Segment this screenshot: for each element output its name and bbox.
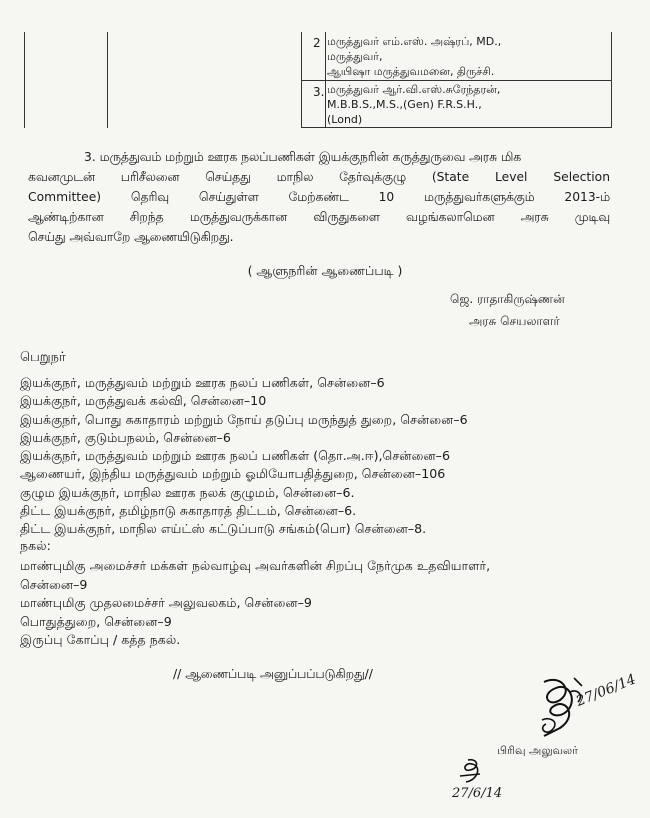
serial-number: 3. bbox=[313, 85, 325, 99]
table-border-left bbox=[24, 32, 25, 128]
awardee-line: (Lond) bbox=[327, 113, 363, 126]
list-item: திட்ட இயக்குநர், மாநில எய்ட்ஸ் கட்டுப்பாடு சங்கம்(பொ) சென்னை–8. bbox=[20, 521, 427, 537]
list-item: இருப்பு கோப்பு / கத்த நகல். bbox=[20, 632, 181, 647]
list-item: ஆணையர், இந்திய மருத்துவம் மற்றும் ஓமியோபதித்துறை, சென்னை–106 bbox=[20, 466, 446, 482]
list-item: இயக்குநர், குடும்பநலம், சென்னை–6 bbox=[20, 429, 231, 445]
list-item: இயக்குநர், பொது சுகாதாரம் மற்றும் நோய் தடுப்பு மருந்துத் துறை, சென்னை–6 bbox=[20, 411, 468, 427]
recipients-heading: பெறுநர் bbox=[20, 350, 66, 365]
paragraph-line: 3. மருத்துவம் மற்றும் ஊரக நலப்பணிகள் இயக்குநரின் கருத்துருவை அரசு மிக bbox=[84, 150, 522, 164]
list-item: குழும இயக்குநர், மாநில ஊரக நலக் குழுமம், சென்னை–6. bbox=[20, 484, 355, 500]
paragraph-line: Committee) தெரிவு செய்துள்ள மேற்கண்ட 10 மருத்துவர்களுக்கும் 2013-ம் bbox=[28, 190, 610, 204]
list-item: இயக்குநர், மருத்துவம் மற்றும் ஊரக நலப் பணிகள் (தொ.அ.ஈ),சென்னை–6 bbox=[20, 448, 450, 464]
handwritten-date: 27/6/14 bbox=[452, 786, 503, 801]
list-item: சென்னை–9 bbox=[20, 576, 88, 592]
recipients-list bbox=[20, 374, 468, 539]
table-row-divider bbox=[301, 80, 612, 81]
secretary-title: அரசு செயலாளர் bbox=[469, 314, 560, 328]
table-column-divider bbox=[107, 32, 108, 128]
list-item: இயக்குநர், மருத்துவக் கல்வி, சென்னை–10 bbox=[20, 393, 267, 409]
handwritten-date: 27/06/14 bbox=[574, 671, 639, 710]
copy-heading: நகல்: bbox=[20, 538, 51, 553]
paragraph-line: செய்து அவ்வாறே ஆணையிடுகிறது. bbox=[28, 230, 234, 244]
awardee-line: M.B.B.S.,M.S.,(Gen) F.R.S.H., bbox=[327, 98, 482, 111]
secretary-name: ஜெ. ராதாகிருஷ்ணன் bbox=[450, 292, 565, 306]
list-item: திட்ட இயக்குநர், தமிழ்நாடு சுகாதாரத் திட்டம், சென்னை–6. bbox=[20, 503, 357, 519]
awardee-line: மருத்துவர் ஆர்.வி.எஸ்.சுரேந்தரன், bbox=[327, 83, 501, 96]
forwarded-line: // ஆணைப்படி அனுப்பப்படுகிறது// bbox=[173, 667, 373, 681]
awardee-line: மருத்துவர், bbox=[327, 50, 383, 63]
list-item: பொதுத்துறை, சென்னை–9 bbox=[20, 613, 172, 629]
paragraph-line: கவனமுடன் பரிசீலனை செய்தது மாநில தேர்வுக்குழு (State Level Selection bbox=[28, 170, 610, 184]
list-item: மாண்புமிகு முதலமைச்சர் அலுவலகம், சென்னை–9 bbox=[20, 595, 312, 610]
section-officer-label: பிரிவு அலுவலர் bbox=[497, 744, 578, 757]
governor-order-line: ( ஆளுநரின் ஆணைப்படி ) bbox=[247, 263, 403, 278]
awardee-line: ஆயிஷா மருத்துவமனை, திருச்சி. bbox=[327, 65, 495, 78]
list-item: மாண்புமிகு அமைச்சர் மக்கள் நல்வாழ்வு அவர்களின் சிறப்பு நேர்முக உதவியாளர், bbox=[20, 558, 491, 573]
awardee-table bbox=[24, 32, 612, 128]
copy-list bbox=[20, 557, 490, 650]
awardee-line: மருத்துவர் எம்.எஸ். அஷ்ரப், MD., bbox=[327, 35, 502, 48]
list-item: இயக்குநர், மருத்துவம் மற்றும் ஊரக நலப் பணிகள், சென்னை–6 bbox=[20, 375, 385, 390]
serial-number: 2 bbox=[313, 36, 321, 50]
paragraph-line: ஆண்டிற்கான சிறந்த மருத்துவருக்கான விருதுகளை வழங்கலாமென அரசு முடிவு bbox=[28, 210, 610, 224]
